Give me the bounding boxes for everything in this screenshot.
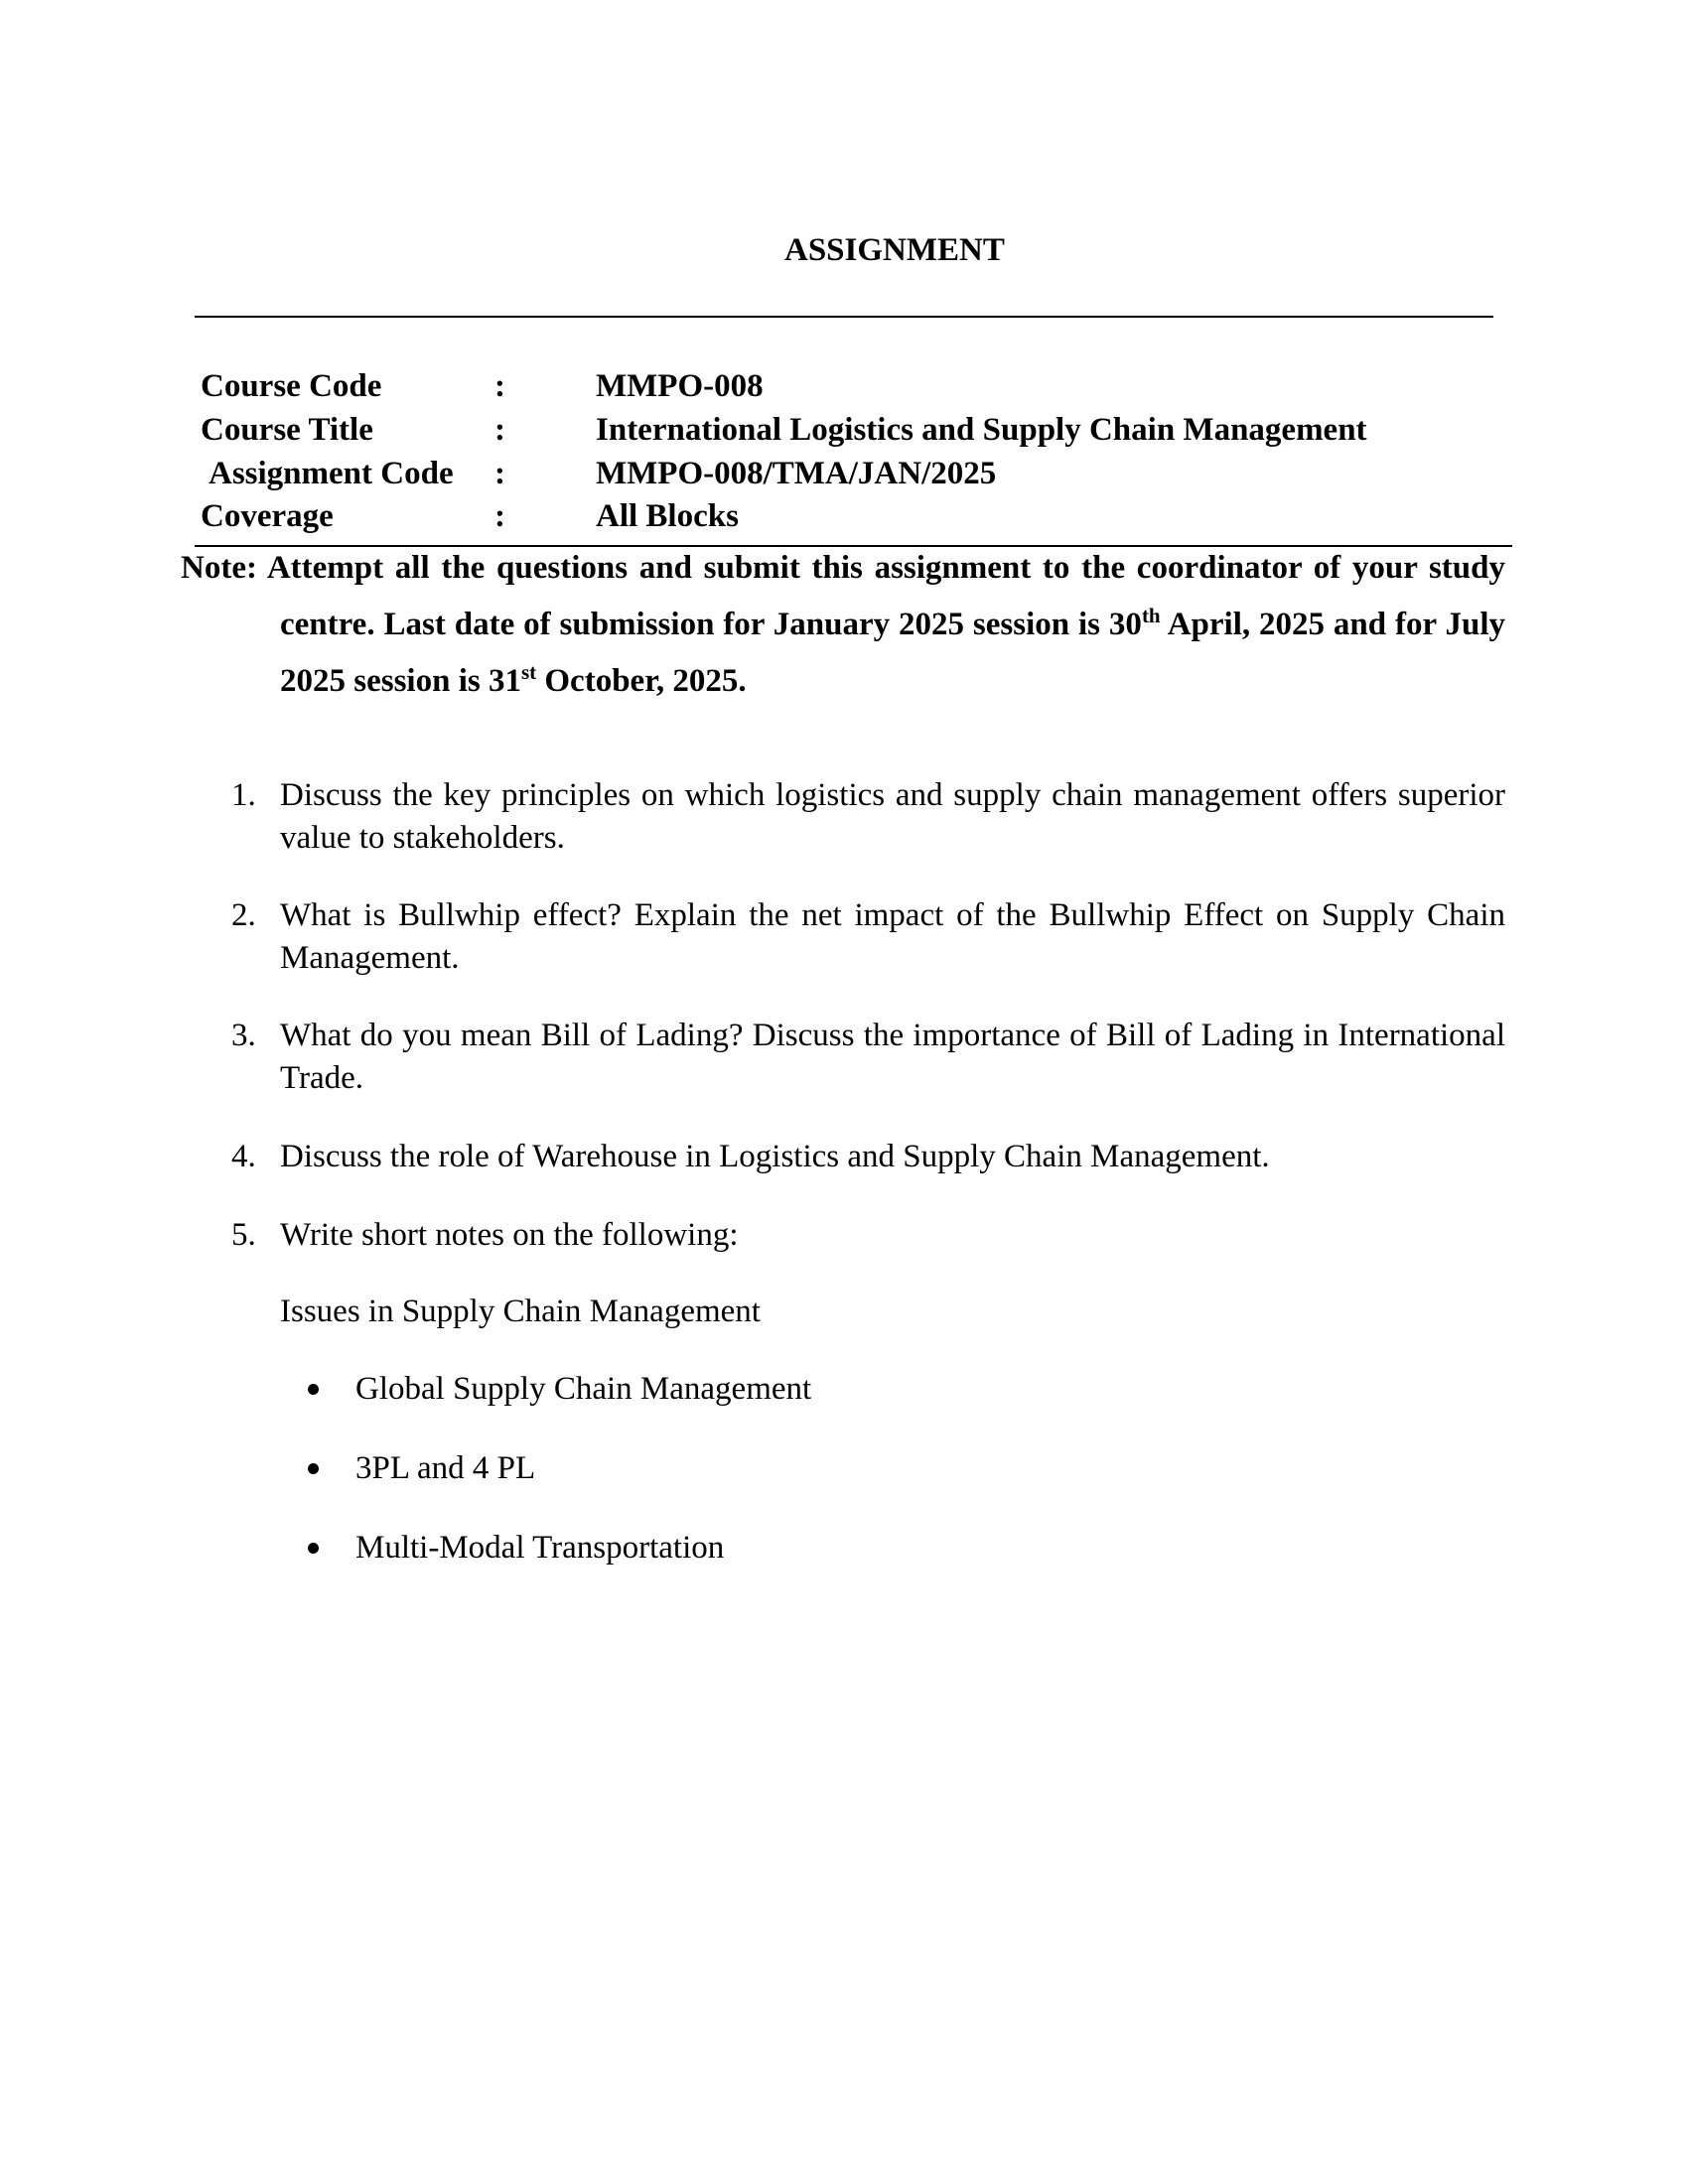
question-text: What is Bullwhip effect? Explain the net impact of the Bullwhip Effect on Supply Chain Management. [280,897,1505,976]
coverage-value: All Blocks [596,498,739,534]
course-code-row [0,364,1688,408]
question-item [231,1214,1505,1257]
note-text-part3: October, 2025. [536,663,747,699]
note-text-part2: April, 2025 and for July 2025 session is 31 [280,607,1505,699]
question-number: 2. [231,897,256,933]
document-title: ASSIGNMENT [784,232,1005,268]
question-number: 5. [231,1217,256,1253]
course-title-value: International Logistics and Supply Chain Management [596,412,1367,448]
submission-note [181,540,1505,710]
coverage-separator: : [494,498,505,534]
course-title-label: Course Title [201,412,373,448]
question-number: 4. [231,1139,256,1174]
note-superscript-st: st [520,660,537,684]
assignment-code-value: MMPO-008/TMA/JAN/2025 [596,456,997,491]
question-text: Write short notes on the following: [280,1217,739,1253]
question-text: What do you mean Bill of Lading? Discuss the importance of Bill of Lading in International Trade. [280,1018,1505,1096]
assignment-code-label: Assignment Code [209,456,454,491]
course-code-value: MMPO-008 [596,368,764,404]
short-note-text: Multi-Modal Transportation [355,1530,725,1566]
question-number: 3. [231,1018,256,1053]
short-notes-heading: Issues in Supply Chain Management [280,1294,761,1329]
assignment-code-separator: : [494,456,505,491]
question-number: 1. [231,777,256,813]
short-note-text: Global Supply Chain Management [355,1371,812,1407]
question-text: Discuss the role of Warehouse in Logistics and Supply Chain Management. [280,1139,1270,1174]
title-divider [195,316,1493,318]
note-superscript-th: th [1141,604,1161,627]
bullet-icon [308,1543,319,1554]
course-title-separator: : [494,412,505,448]
question-text: Discuss the key principles on which logistics and supply chain management offers superior value to stakeholders. [280,777,1505,856]
note-text-part1: Note: Attempt all the questions and submit this assignment to the coordinator of your study centre. Last date of submission for January 2025 session is 30 [181,550,1505,642]
question-item [231,1136,1505,1178]
short-note-text: 3PL and 4 PL [355,1450,536,1486]
bullet-icon [308,1463,319,1474]
question-item [231,1015,1505,1100]
question-item [231,774,1505,860]
question-item [231,894,1505,980]
course-title-row [0,408,1688,452]
course-code-label: Course Code [201,368,382,404]
coverage-label: Coverage [201,498,334,534]
course-code-separator: : [494,368,505,404]
bullet-icon [308,1384,319,1395]
assignment-code-row [0,452,1688,495]
coverage-row [0,494,1688,538]
